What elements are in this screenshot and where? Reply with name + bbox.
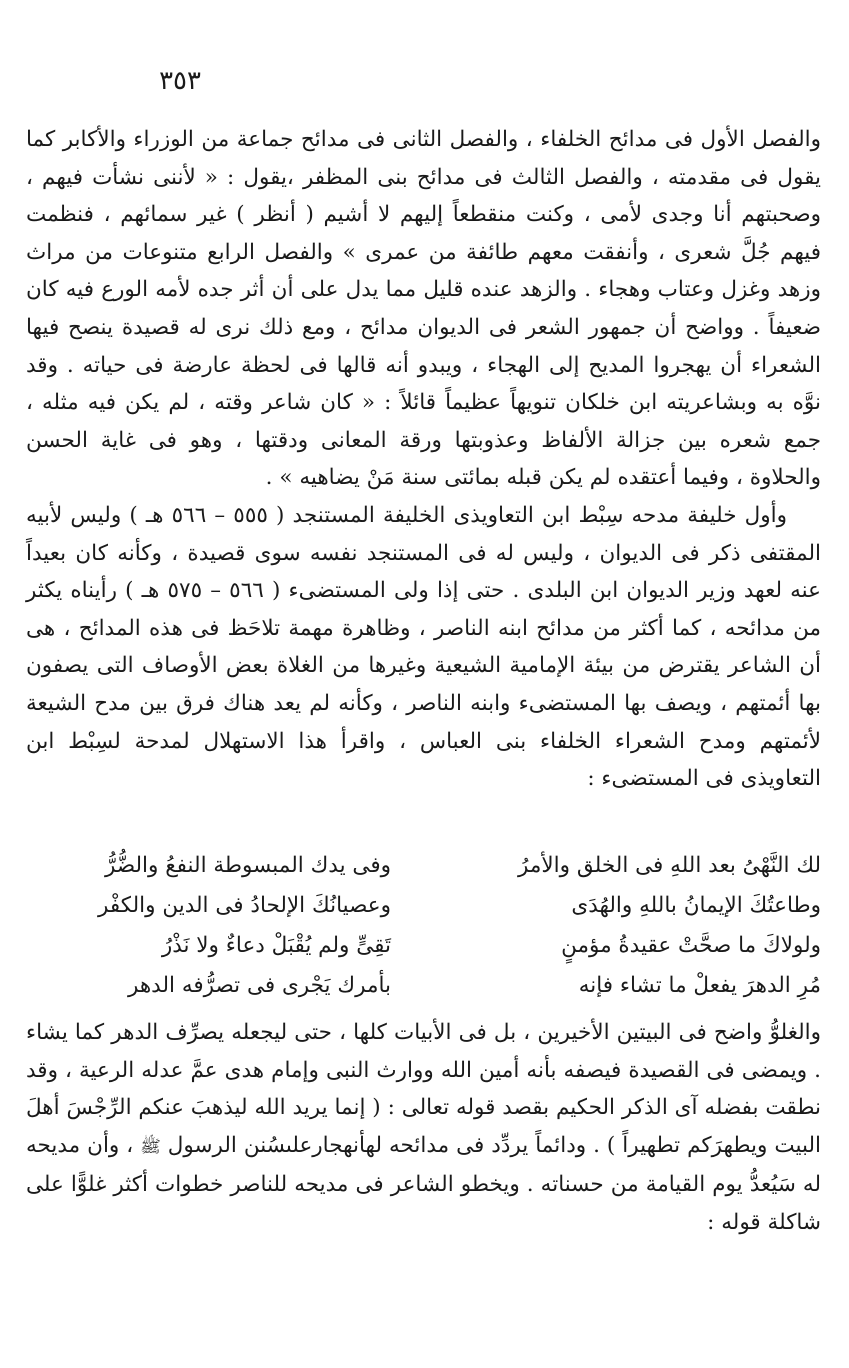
verse-second-hemistich: بأمرك يَجْرى فى تصرُّفه الدهر — [127, 973, 391, 998]
paragraph-1: والفصل الأول فى مدائح الخلفاء ، والفصل الثانى فى مدائح جماعة من الوزراء والأكابر كما يقول فى مقدمته ، والفصل الثالث فى مدائح بنى المظفر ،يقول : « لأننى نشأت فيهم ، وصحبتهم أنا وجدى لأمى ، وكنت منقطعاً إليهم لا أشيم ( أنظر ) غير سمائهم ، فنظمت فيهم جُلَّ شعرى ، وأنفقت معهم طائفة من عمرى » والفصل الرابع متنوعات من مراث وزهد وغزل وعتاب وهجاء . والزهد عنده قليل مما يدل على أن أثر جده لأمه الورع فيه كان ضعيفاً . وواضح أن جمهور الشعر فى الديوان مدائح ، ومع ذلك نرى له قصيدة ينصح فيها الشعراء أن يهجروا المديح إلى الهجاء ، ويبدو أنه قالها فى لحظة عارضة فى حياته . وقد نوَّه به وبشاعريته ابن خلكان تنويهاً عظيماً قائلاً : « كان شاعر وقته ، لم يكن فيه مثله ، جمع شعره بين جزالة الألفاظ وعذوبتها ورقة المعانى ودقتها ، وهو فى غاية الحسن والحلاوة ، وفيما أعتقده لم يكن قبله بمائتى سنة مَنْ يضاهيه » . — [26, 127, 821, 491]
verse-first-hemistich: لك النَّهْىُ بعد اللهِ فى الخلق والأمرُ — [518, 853, 821, 878]
paragraph-3-text: والغلوُّ واضح فى البيتين الأخيرين ، بل فى الأبيات كلها ، حتى ليجعله يصرِّف الدهر كما يشاء . ويمضى فى القصيدة فيصفه بأنه أمين الله ووارث النبى وإمام هدى عمَّ عدله الرعية ، وقد نطقت بفضله آى الذكر الحكيم بقصد قوله تعالى : ( إنما يريد الله ليذهبَ عنكم الرِّجْسَ أهلَ البيت ويطهرَكم تطهيراً ) . ودائماً يردِّد فى مدائحه لهأنهجارعلىسُنن الرسول — [26, 1020, 822, 1158]
paragraph-3-end: ، وأن مديحه له سَيُعدُّ يوم القيامة من حسناته . ويخطو الشاعر فى مديحه للناصر خطوات أكثر غلوًّا على شاكلة قوله : — [26, 1132, 821, 1235]
poem-verse — [51, 966, 821, 1006]
poem-verse — [51, 846, 821, 886]
poem-verse — [51, 886, 821, 926]
poem-block — [51, 846, 821, 1006]
verse-first-hemistich: وطاعتُكَ الإيمانُ باللهِ والهُدَى — [571, 893, 821, 918]
paragraph-2: وأول خليفة مدحه سِبْط ابن التعاويذى الخليفة المستنجد ( ٥٥٥ – ٥٦٦ هـ ) وليس لأبيه المقتفى ذكر فى الديوان ، وليس له فى المستنجد نفسه سوى قصيدة ، وكأنه كان بعيداً عنه لعهد وزير الديوان ابن البلدى . حتى إذا ولى المستضىء ( ٥٦٦ – ٥٧٥ هـ ) رأيناه يكثر من مدائحه ، كما أكثر من مدائح ابنه الناصر ، وظاهرة مهمة تلاحَظ فى هذه المدائح ، هى أن الشاعر يقترض من بيئة الإمامية الشيعية وغيرها من الغلاة بعض الأوصاف التى يصفون بها أئمتهم ، ويصف بها المستضىء وابنه الناصر ، وكأنه لم يعد هناك فرق بين مدح الشيعة لأئمتهم ومدح الشعراء الخلفاء بنى العباس ، واقرأ هذا الاستهلال لمدحة لسِبْط ابن التعاويذى فى المستضىء : — [26, 502, 821, 792]
page-number: ٣٥٣ — [159, 66, 201, 96]
poem-verse — [51, 926, 821, 966]
verse-second-hemistich: وعصيانُكَ الإلحادُ فى الدين والكفْر — [97, 893, 391, 918]
prophet-salutation-ligature: ﷺ — [140, 1136, 161, 1157]
verse-first-hemistich: ولولاكَ ما صحَّتْ عقيدةُ مؤمنٍ — [561, 933, 821, 958]
main-text-block — [26, 121, 821, 798]
verse-first-hemistich: مُرِ الدهرَ يفعلْ ما تشاء فإنه — [578, 973, 821, 998]
verse-second-hemistich: تَقِىٍّ ولم يُقْبَلْ دعاءٌ ولا نَذْرُ — [161, 933, 391, 958]
main-text-block-continued — [26, 1014, 821, 1242]
verse-second-hemistich: وفى يدك المبسوطة النفعُ والضُّرُّ — [104, 853, 391, 878]
paragraph-3 — [26, 1014, 821, 1242]
